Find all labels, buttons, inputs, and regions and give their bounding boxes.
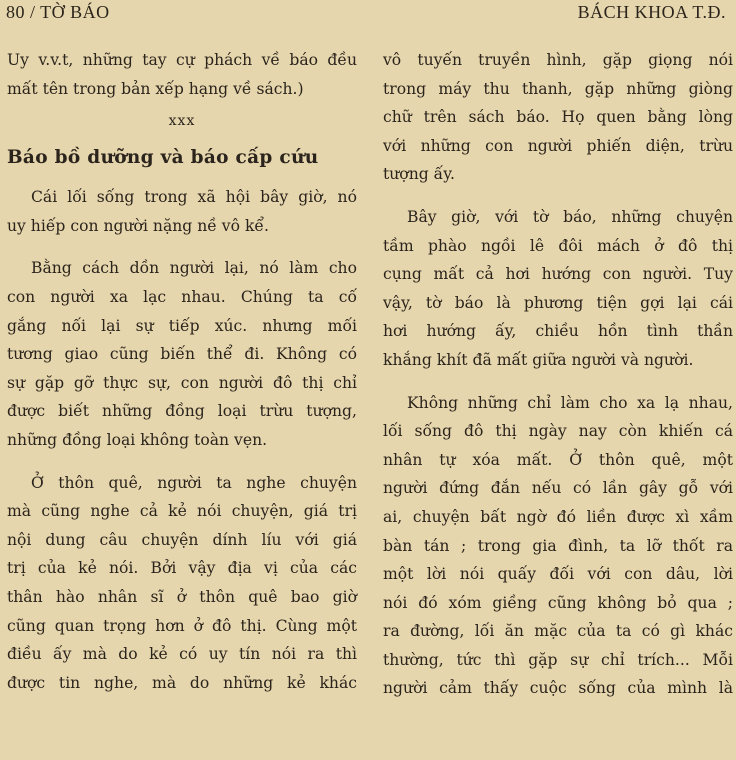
page-number-title: 80 / TỜ BÁO [6, 2, 110, 22]
text-line: ai, chuyện bất ngờ đó liền được xì xầm [383, 507, 733, 526]
text-line: người đứng đắn nếu có lần gây gỗ với [383, 479, 733, 498]
text-line: Uy v.v.t, những tay cự phách về báo đều [7, 51, 357, 69]
text-line: Bằng cách dồn người lại, nó làm cho [31, 259, 357, 278]
text-line: tương giao cũng biến thể đi. Không có [7, 345, 357, 364]
text-line: nói đó xóm giềng cũng không bỏ qua ; [383, 593, 733, 612]
left-column [7, 46, 357, 697]
text-line: Không những chỉ làm cho xa lạ nhau, [407, 393, 733, 412]
text-line: những đồng loại không toàn vẹn. [7, 430, 268, 449]
magazine-name: BÁCH KHOA T.Đ. [577, 2, 726, 22]
section-title: Báo bồ dưỡng và báo cấp cứu [7, 147, 319, 169]
paragraph [7, 469, 357, 698]
text-line: sự gặp gỡ thực sự, con người đô thị chỉ [7, 373, 357, 392]
text-line: gắng nối lại sự tiếp xúc. nhưng mối [7, 316, 357, 335]
text-line: khắng khít đã mất giữa người và người. [383, 350, 694, 369]
text-line: nhân tự xóa mất. Ở thôn quê, một [383, 450, 733, 469]
paragraph [7, 254, 357, 454]
text-line: tượng ấy. [383, 165, 455, 184]
text-line: thường, tức thì gặp sự chỉ trích... Mỗi [383, 650, 733, 669]
text-line: người cảm thấy cuộc sống của mình là [383, 679, 733, 698]
text-line: Bây giờ, với tờ báo, những chuyện [407, 207, 733, 226]
text-line: uy hiếp con người nặng nề vô kể. [7, 216, 269, 235]
text-line: lối sống đô thị ngày nay còn khiến cá [383, 422, 733, 441]
text-line: với những con người phiến diện, trừu [383, 136, 733, 155]
text-line: bàn tán ; trong gia đình, ta lỡ thốt ra [383, 536, 733, 555]
text-line: Cái lối sống trong xã hội bây giờ, nó [31, 188, 357, 207]
text-line: trong máy thu thanh, gặp những giòng [383, 79, 733, 98]
text-line: một lời nói quấy đối với con dâu, lời [383, 565, 733, 584]
text-line: được biết những đồng loại trừu tượng, [7, 402, 357, 421]
text-line: được tin nghe, mà do những kẻ khác [7, 673, 357, 692]
page-header [0, 0, 736, 30]
text-line: Ở thôn quê, người ta nghe chuyện [31, 473, 357, 492]
text-line: trị của kẻ nói. Bởi vậy địa vị của các [7, 559, 357, 578]
paragraph [7, 183, 357, 240]
text-line: vô tuyến truyền hình, gặp giọng nói [383, 51, 733, 69]
section-separator: xxx [168, 113, 196, 130]
text-line: cũng quan trọng hơn ở đô thị. Cùng một [7, 616, 357, 635]
text-line: điều ấy mà do kẻ có uy tín nói ra thì [7, 645, 357, 664]
text-line: hơi hướng ấy, chiều hồn tình thần [383, 322, 733, 341]
text-line: thân hào nhân sĩ ở thôn quê bao giờ [7, 587, 357, 606]
text-line: con người xa lạc nhau. Chúng ta cố [7, 287, 357, 306]
text-line: ra đường, lối ăn mặc của ta có gì khác [383, 622, 733, 641]
intro-paragraph [7, 46, 357, 103]
text-line: mất tên trong bản xếp hạng về sách.) [7, 79, 304, 98]
paragraph [383, 203, 733, 375]
paragraph [383, 46, 733, 189]
text-line: vậy, tờ báo là phương tiện gợi lại cái [383, 293, 733, 312]
paragraph [383, 389, 733, 704]
right-column [383, 46, 733, 703]
text-line: chữ trên sách báo. Họ quen bằng lòng [383, 108, 733, 127]
text-line: cụng mất cả hơi hướng con người. Tuy [383, 265, 733, 284]
text-line: nội dung câu chuyện dính líu với giá [7, 530, 357, 549]
text-line: mà cũng nghe cả kẻ nói chuyện, giá trị [7, 502, 357, 521]
text-line: tầm phào ngồi lê đôi mách ở đô thị [383, 236, 733, 255]
